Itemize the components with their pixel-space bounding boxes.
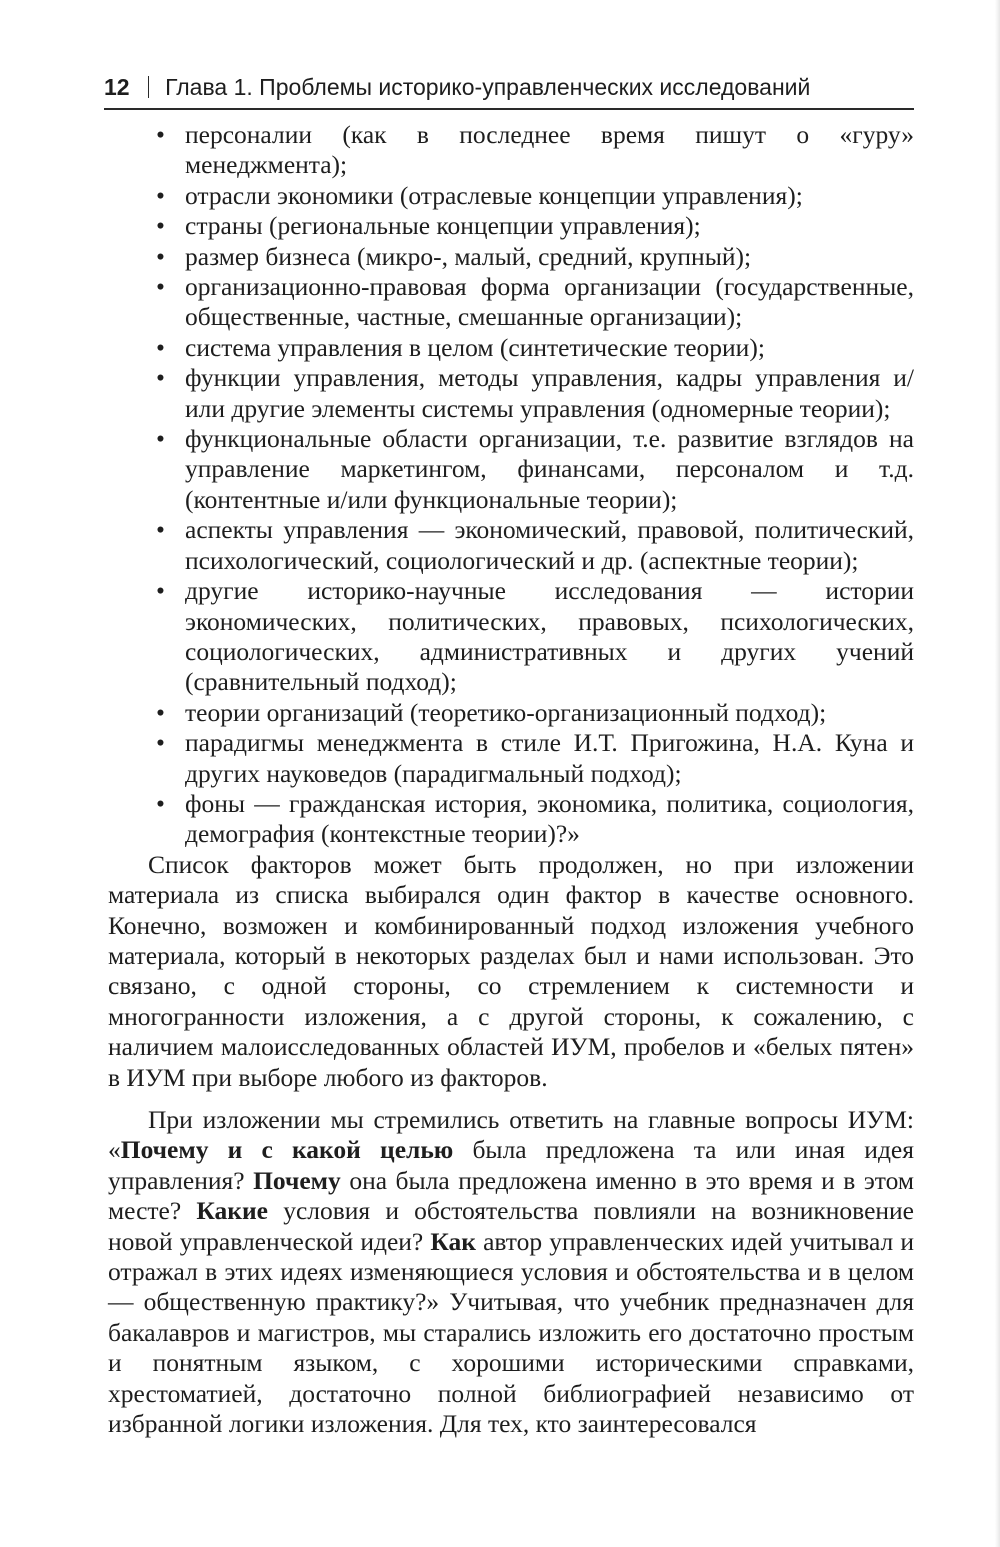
list-item: • персоналии (как в последнее время пишут о «гуру» менеджмента); [108,120,914,181]
page-body [108,120,914,1439]
text-run: автор управленческих идей учитывал и отражал в этих идеях изменяющиеся условия и обстоятельства и в целом — общественную практику?» Учитывая, что учебник предназначен для бакалавров и магистров, мы старались изложить его достаточно простым и понятным языком, с хорошими историческими справками, хрестоматией, достаточно полной библиографией независимо от избранной логики изложения. Для тех, кто заинтересовался [108,1226,914,1439]
bold-phrase: Почему [253,1165,341,1195]
running-header [104,72,914,106]
list-item: • организационно-правовая форма организации (государственные, общественные, частные, смешанные организации); [108,272,914,333]
text-run: При изложении мы стремились ответить на главные вопросы ИУМ: « [108,1105,914,1165]
factor-list [108,120,914,850]
list-item: • функциональные области организации, т.е. развитие взглядов на управление маркетингом, финансами, персоналом и т.д. (контентные и/или функциональные теории); [108,424,914,515]
list-item: • функции управления, методы управления, кадры управления и/или другие элементы системы управления (одномерные теории); [108,363,914,424]
list-item: • другие историко-научные исследования — истории экономических, политических, правовых, психологических, социологических, административных и других учений (сравнительный подход); [108,576,914,698]
text-run: была предложена та или иная идея управления? [108,1135,914,1195]
header-rule [104,108,914,110]
bold-phrase: Как [430,1226,476,1256]
list-item: • страны (региональные концепции управления); [108,211,914,241]
body-paragraph-1: Список факторов может быть продолжен, но при изложении материала из списка выбирался один фактор в качестве основного. Конечно, возможен и комбинированный подход изложения учебного материала, который в некоторых разделах был и нами использован. Это связано, с одной стороны, со стремлением к системности и многогранности изложения, а с другой стороны, к сожалению, с наличием малоисследованных областей ИУМ, пробелов и «белых пятен» в ИУМ при выборе любого из факторов. [108,849,914,1092]
list-item: • парадигмы менеджмента в стиле И.Т. Пригожина, Н.А. Куна и других науковедов (парадигмальный подход); [108,728,914,789]
list-item: • отрасли экономики (отраслевые концепции управления); [108,181,914,211]
page-number: 12 [104,74,130,100]
list-item: • теории организаций (теоретико-организационный подход); [108,698,914,728]
text-run: она была предложена именно в это время и в этом месте? [108,1165,914,1226]
chapter-title: Глава 1. Проблемы историко-управленческих исследований [165,74,811,100]
body-paragraph-2 [108,1105,914,1439]
header-separator [148,76,150,98]
list-item: • аспекты управления — экономический, правовой, политический, психологический, социологический и др. (аспектные теории); [108,515,914,576]
page-edge-shadow [995,0,1000,1547]
bold-phrase: Какие [196,1196,268,1226]
list-item: • система управления в целом (синтетические теории); [108,333,914,363]
text-run: условия и обстоятельства повлияли на возникновение новой управленческой идеи? [108,1196,914,1256]
list-item: • фоны — гражданская история, экономика, политика, социология, демография (контекстные теории)?» [108,789,914,850]
list-item: • размер бизнеса (микро-, малый, средний, крупный); [108,242,914,272]
bold-phrase: Почему и с какой целью [120,1135,454,1165]
